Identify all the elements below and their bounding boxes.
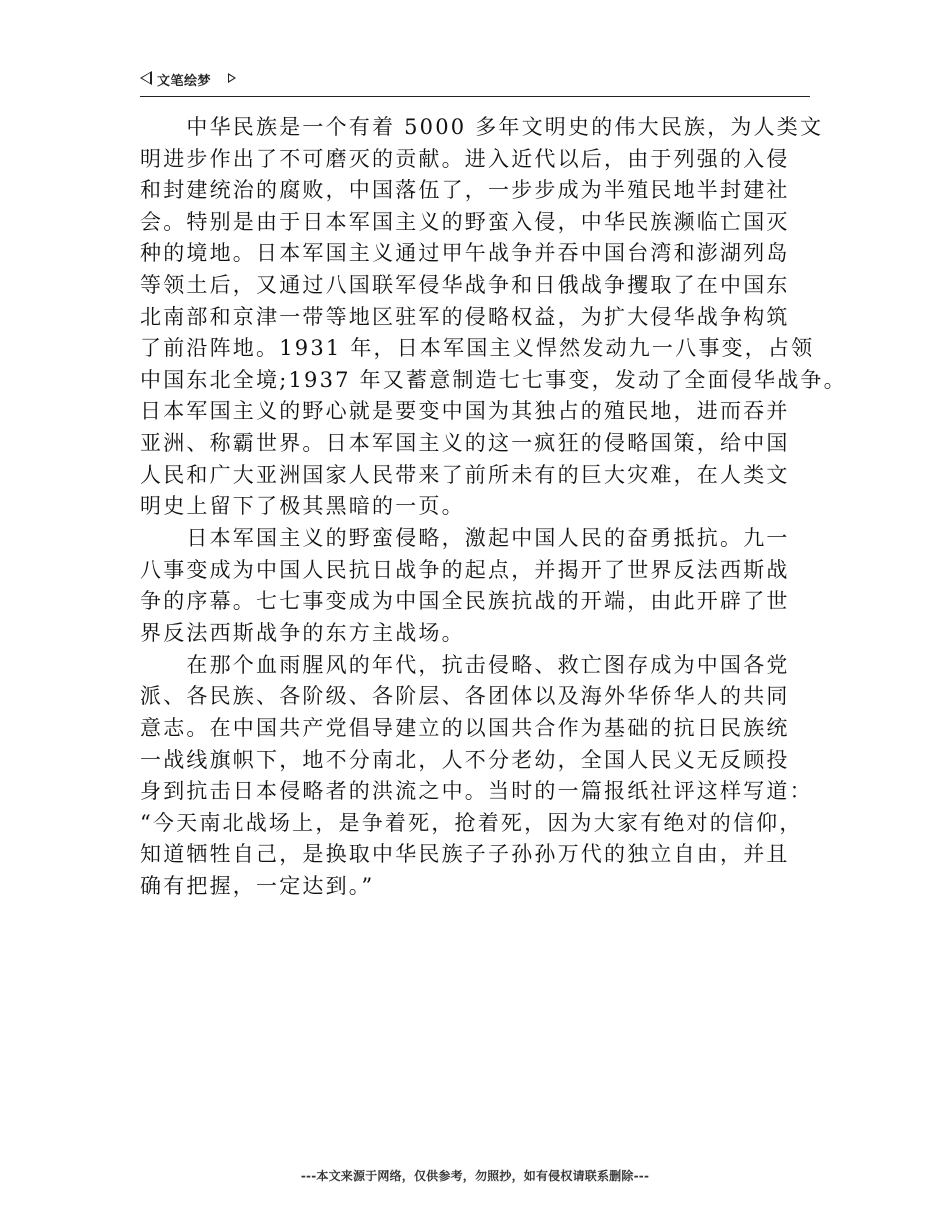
text-line: 八事变成为中国人民抗日战争的起点，并揭开了世界反法西斯战 xyxy=(140,557,790,582)
text-line: 知道牺牲自己，是换取中华民族子子孙孙万代的独立自由，并且 xyxy=(140,842,790,867)
text-line: 确有把握，一定达到。” xyxy=(140,874,375,899)
paragraph xyxy=(140,523,830,649)
text-line: 种的境地。日本军国主义通过甲午战争并吞中国台湾和澎湖列岛 xyxy=(140,241,790,266)
text-line: 日本军国主义的野心就是要变中国为其独占的殖民地，进而吞并 xyxy=(140,399,790,424)
text-line: 北南部和京津一带等地区驻军的侵略权益，为扩大侵华战争构筑 xyxy=(140,304,790,329)
text-line: 身到抗击日本侵略者的洪流之中。当时的一篇报纸社评这样写道： xyxy=(140,779,813,804)
right-triangle-icon xyxy=(228,73,236,83)
page-footer: ---本文来源于网络，仅供参考，勿照抄，如有侵权请联系删除--- xyxy=(300,1169,650,1183)
text-line: 争的序幕。七七事变成为中国全民族抗战的开端，由此开辟了世 xyxy=(140,589,790,614)
text-line: 会。特别是由于日本军国主义的野蛮入侵，中华民族濒临亡国灭 xyxy=(140,209,790,234)
text-line: 了前沿阵地。1931 年，日本军国主义悍然发动九一八事变，占领 xyxy=(140,336,815,361)
text-line: 人民和广大亚洲国家人民带来了前所未有的巨大灾难，在人类文 xyxy=(140,462,790,487)
text-line: 在那个血雨腥风的年代，抗击侵略、救亡图存成为中国各党 xyxy=(140,652,790,677)
text-line: 派、各民族、各阶级、各阶层、各团体以及海外华侨华人的共同 xyxy=(140,684,790,709)
text-line: 中国东北全境;1937 年又蓄意制造七七事变，发动了全面侵华战争。 xyxy=(140,367,847,392)
text-line: 明进步作出了不可磨灭的贡献。进入近代以后，由于列强的入侵 xyxy=(140,146,790,171)
text-line: 亚洲、称霸世界。日本军国主义的这一疯狂的侵略国策，给中国 xyxy=(140,430,790,455)
document-body xyxy=(140,112,847,903)
paragraph xyxy=(140,112,847,523)
paragraph xyxy=(140,650,830,903)
text-line: “今天南北战场上，是争着死，抢着死，因为大家有绝对的信仰， xyxy=(140,810,803,835)
text-line: 等领土后，又通过八国联军侵华战争和日俄战争攫取了在中国东 xyxy=(140,272,790,297)
text-line: 界反法西斯战争的东方主战场。 xyxy=(140,620,465,645)
text-line: 明史上留下了极其黑暗的一页。 xyxy=(140,494,465,519)
left-triangle-icon xyxy=(140,71,152,85)
header-brand: 文笔绘梦 xyxy=(157,74,212,89)
text-line: 日本军国主义的野蛮侵略，激起中国人民的奋勇抵抗。九一 xyxy=(140,526,790,551)
text-line: 和封建统治的腐败，中国落伍了，一步步成为半殖民地半封建社 xyxy=(140,178,790,203)
text-line: 中华民族是一个有着 5000 多年文明史的伟大民族，为人类文 xyxy=(140,115,824,139)
text-line: 一战线旗帜下，地不分南北，人不分老幼，全国人民义无反顾投 xyxy=(140,747,790,772)
text-line: 意志。在中国共产党倡导建立的以国共合作为基础的抗日民族统 xyxy=(140,716,790,741)
page-header xyxy=(140,70,810,97)
